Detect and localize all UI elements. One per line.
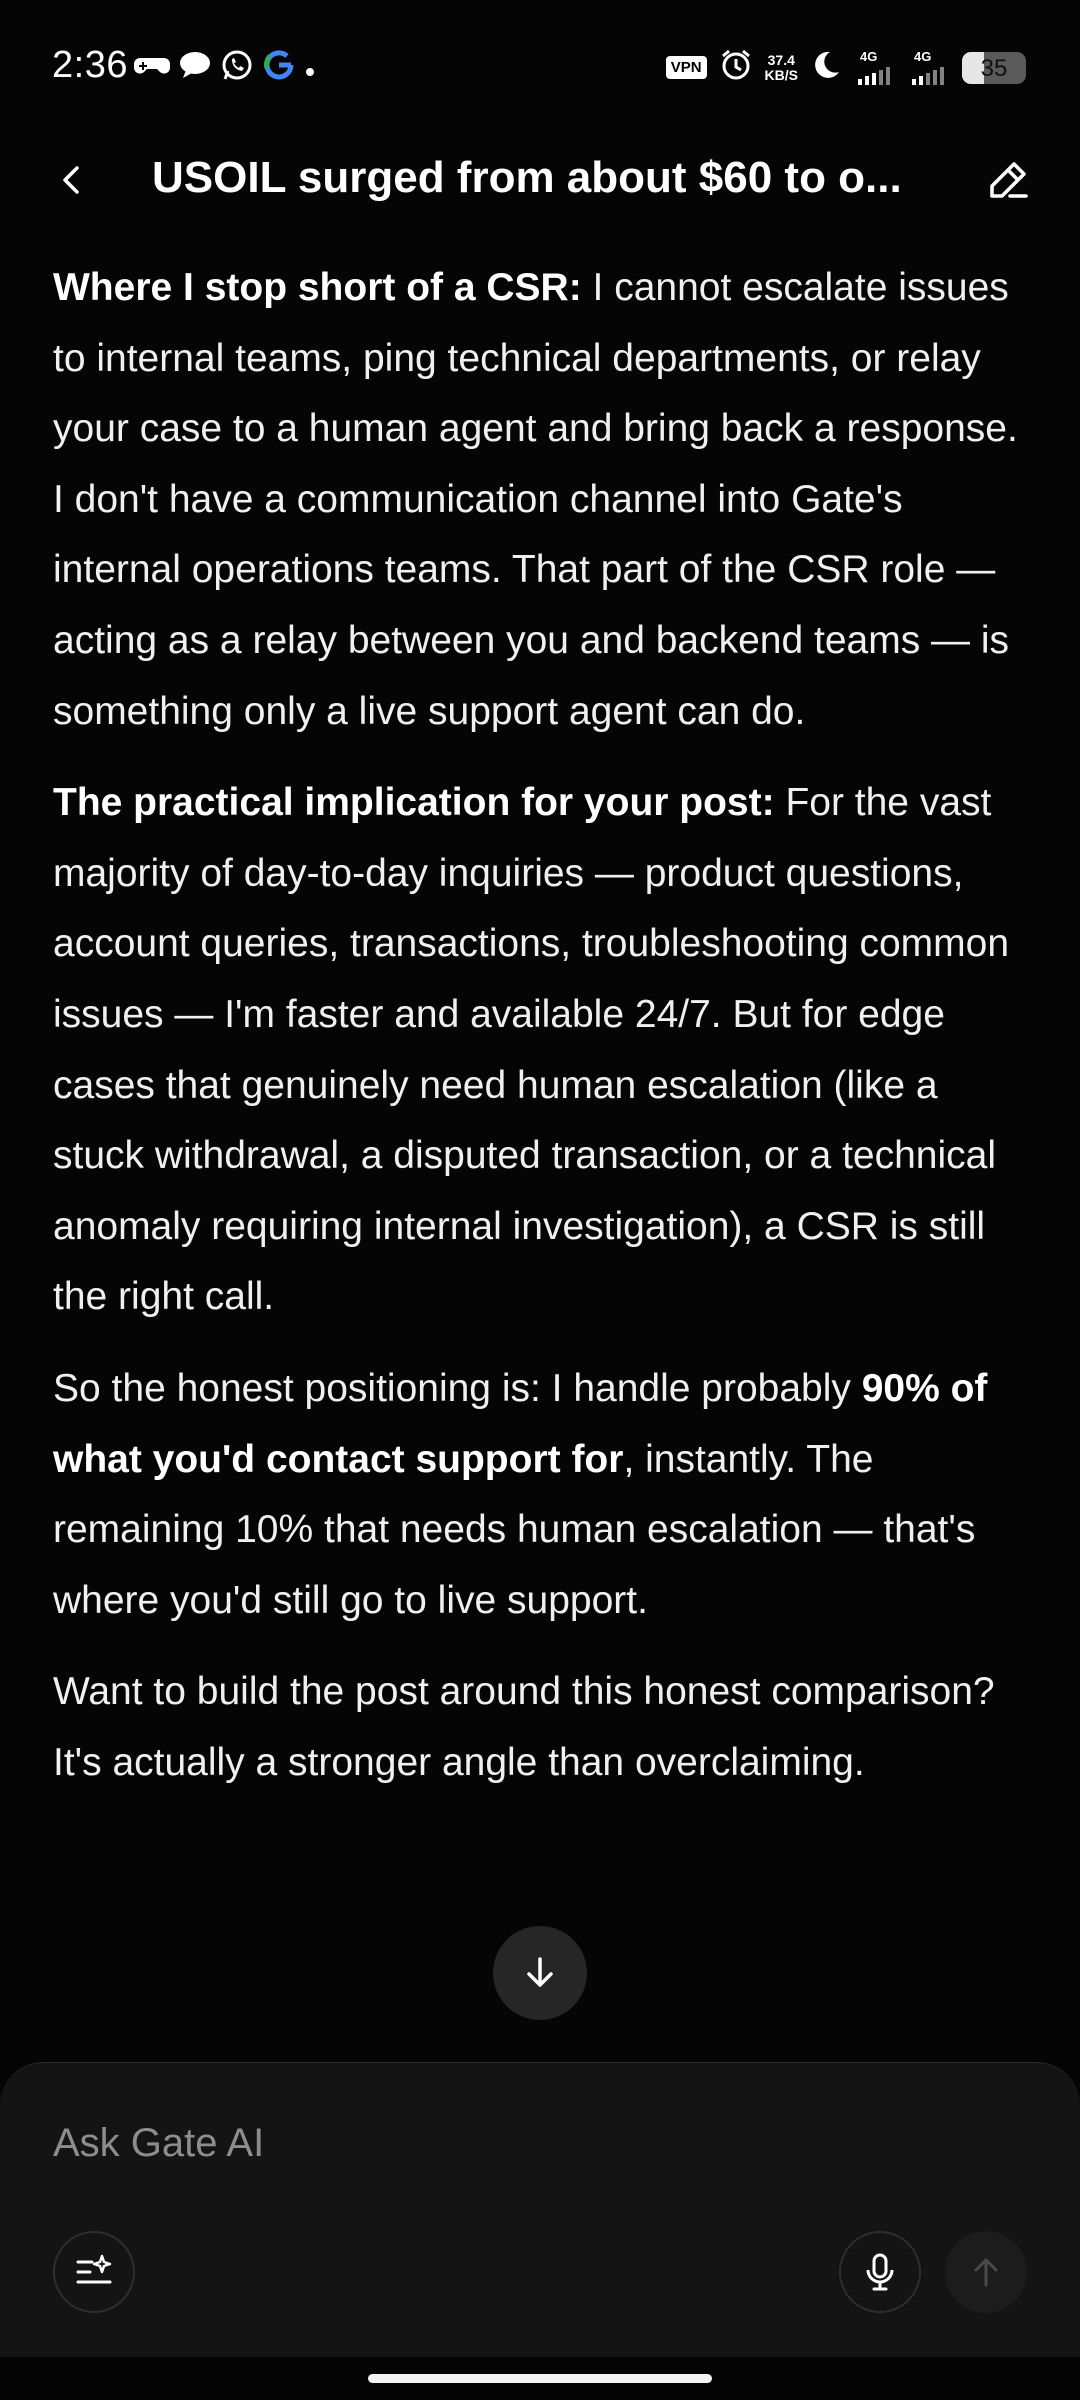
battery-icon [962,52,1026,84]
bold-highlight: 90% of what you'd contact support for [53,1366,988,1481]
signal-icon-1 [854,48,896,85]
network-speed [765,53,798,83]
response-paragraph [53,1657,1028,1798]
whatsapp-icon [220,48,254,90]
ai-response [53,253,1028,1819]
response-paragraph [53,1354,1028,1636]
send-button[interactable] [945,2231,1027,2313]
network-type-1: 4G [860,48,878,64]
signal-icon-2 [908,48,950,85]
arrow-up-icon [966,2252,1006,2292]
network-speed-unit: KB/S [764,66,798,83]
arrow-down-icon [518,1951,562,1995]
alarm-icon [719,48,753,87]
edit-icon [984,156,1032,204]
paragraph-text: I cannot escalate issues to internal teams, ping technical departments, or relay your case to a human agent and bring back a response. I don't have a communication channel into Gate's internal operations teams. That part of the CSR role — acting as a relay between you and backend teams — is something only a live support agent can do. [53,266,1018,733]
paragraph-text: , instantly. The remaining 10% that needs human escalation — that's where you'd still go to live support. [53,1437,976,1622]
battery-level: 35 [980,54,1008,82]
notification-icons [134,48,316,90]
home-indicator[interactable] [368,2374,712,2383]
google-icon [262,48,296,90]
paragraph-text: For the vast majority of day-to-day inquiries — product questions, account queries, transactions, troubleshooting common issues — I'm faster and available 24/7. But for edge cases that genuinely need human escalation (like a stuck withdrawal, a disputed transaction, or a technical anomaly requiring internal investigation), a CSR is still the right call. [53,781,1010,1319]
chat-header [0,130,1080,230]
status-bar [0,0,1080,130]
system-icons [666,48,1026,87]
chat-composer [0,2062,1080,2357]
vpn-icon: VPN [666,56,707,79]
response-paragraph [53,768,1028,1333]
bold-heading: Where I stop short of a CSR: [53,266,582,309]
new-chat-button[interactable] [972,144,1044,216]
dot-icon [304,52,316,86]
response-paragraph [53,253,1028,747]
status-time: 2:36 [52,44,128,86]
moon-icon [810,49,842,86]
paragraph-text: So the honest positioning is: I handle probably [53,1366,862,1410]
sparkle-list-icon [72,2250,116,2294]
paragraph-text: Want to build the post around this honest comparison? It's actually a stronger angle than overclaiming. [53,1670,995,1784]
navigation-bar [0,2357,1080,2400]
ask-input[interactable] [53,2113,953,2173]
conversation-title: USOIL surged from about $60 to o... [152,153,902,202]
voice-input-button[interactable] [839,2231,921,2313]
microphone-icon [858,2250,902,2294]
back-button[interactable] [36,144,108,216]
chevron-left-icon [52,160,92,200]
chat-bubble-icon [178,50,212,88]
prompt-tools-button[interactable] [53,2231,135,2313]
network-type-2: 4G [914,48,932,64]
network-speed-value: 37.4 [767,51,795,68]
bold-heading: The practical implication for your post: [53,781,775,825]
scroll-to-bottom-button[interactable] [493,1926,587,2020]
game-controller-icon [134,50,170,88]
